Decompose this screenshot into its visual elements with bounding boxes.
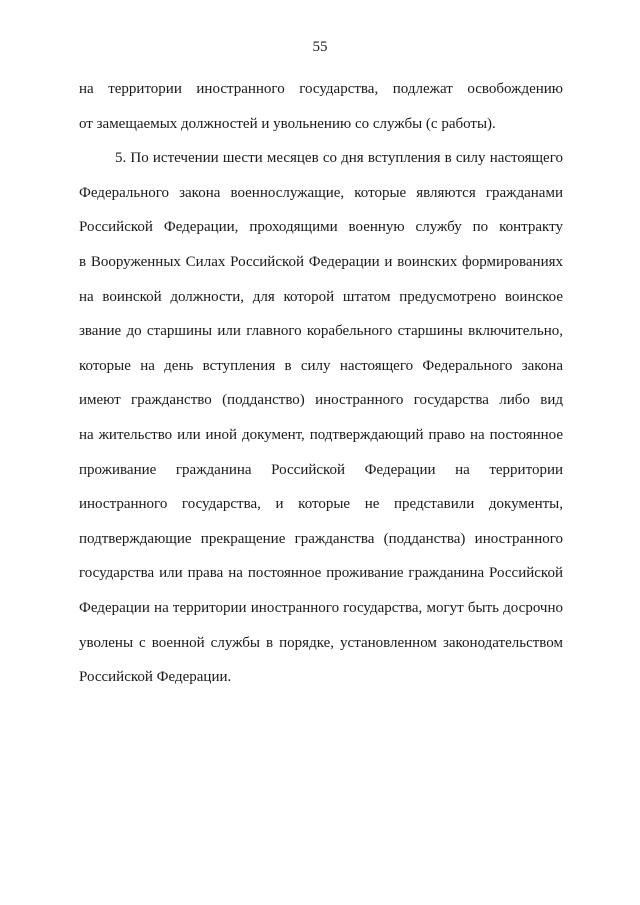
text-line: от замещаемых должностей и увольнению со службы (с работы). (79, 115, 496, 132)
text-line: Федерального закона военнослужащие, которые являются гражданами (79, 184, 563, 201)
text-line: проживание гражданина Российской Федерации на территории (79, 461, 563, 478)
text-line: на территории иностранного государства, подлежат освобождению (79, 81, 563, 97)
text-line: имеют гражданство (подданство) иностранного государства либо вид (79, 392, 563, 409)
text-line: иностранного государства, и которые не представили документы, (79, 496, 563, 513)
text-line: которые на день вступления в силу настоящего Федерального закона (79, 357, 563, 374)
text-line: звание до старшины или главного корабельного старшины включительно, (79, 323, 563, 340)
text-line: на жительство или иной документ, подтверждающий право на постоянное (79, 426, 563, 443)
page-number: 55 (312, 39, 328, 55)
text-line: государства или права на постоянное проживание гражданина Российской (79, 565, 563, 582)
body-text (79, 72, 563, 695)
text-line: Российской Федерации. (79, 669, 232, 686)
text-line: в Вооруженных Силах Российской Федерации и воинских формированиях (79, 253, 563, 270)
text-line: на воинской должности, для которой штатом предусмотрено воинское (79, 288, 563, 305)
text-line: подтверждающие прекращение гражданства (подданства) иностранного (79, 530, 563, 547)
paragraph-start-line: 5. По истечении шести месяцев со дня вступления в силу настоящего (115, 150, 563, 167)
text-line: Федерации на территории иностранного государства, могут быть досрочно (79, 599, 563, 616)
text-line: Российской Федерации, проходящими военную службу по контракту (79, 219, 563, 236)
text-line: уволены с военной службы в порядке, установленном законодательством (79, 634, 563, 651)
